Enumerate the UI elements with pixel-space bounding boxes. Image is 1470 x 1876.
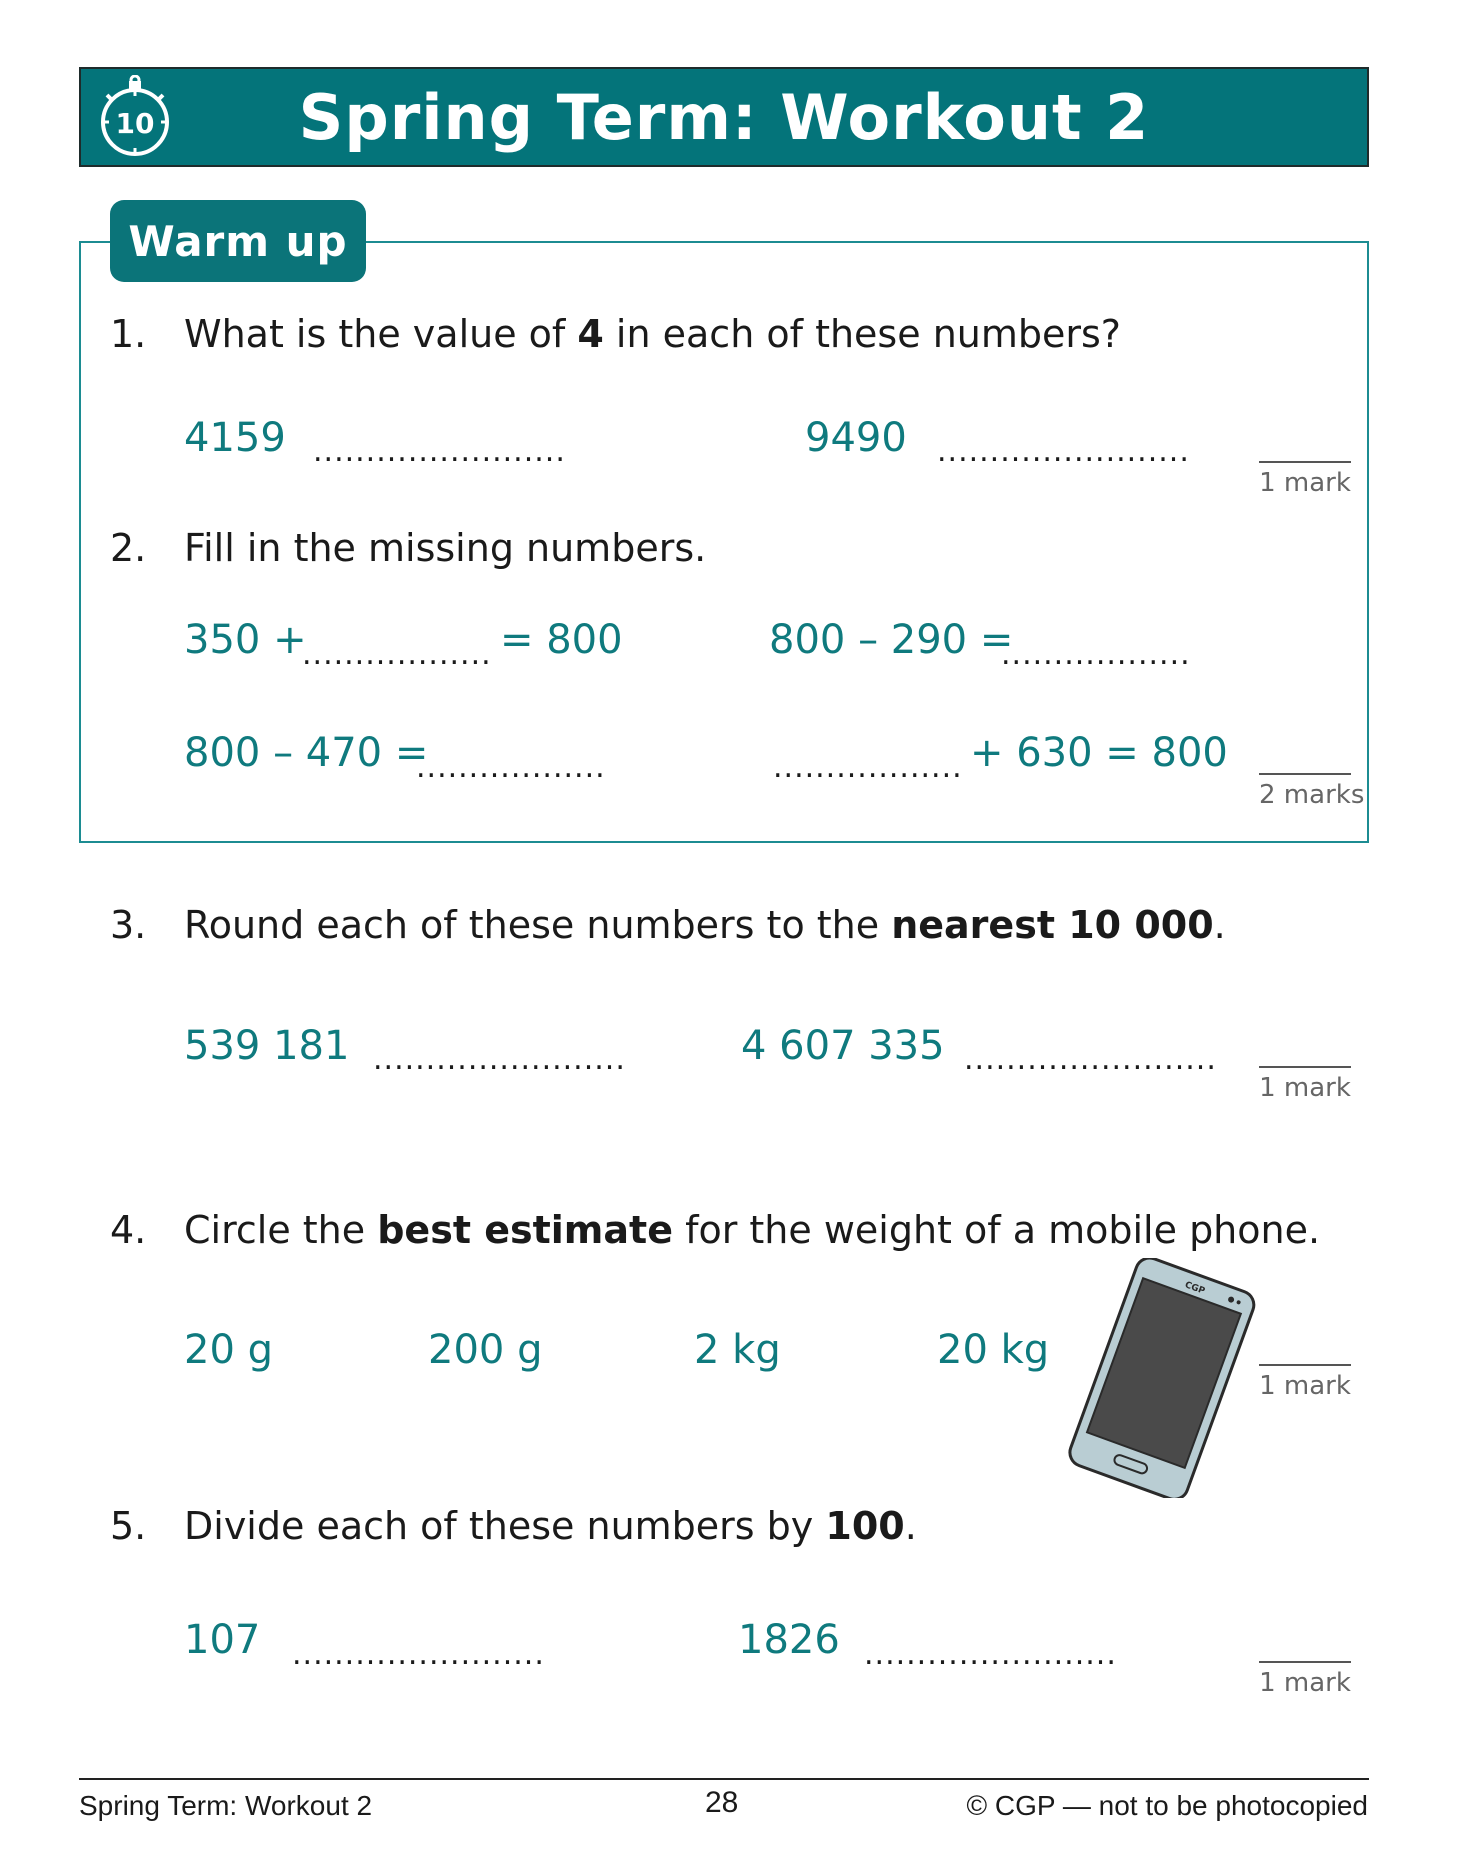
equation-part: + 630 = 800 — [970, 730, 1228, 776]
mark-line — [1259, 1066, 1351, 1068]
equation-part: = 800 — [500, 617, 623, 663]
number-item: 1826 — [738, 1617, 840, 1663]
estimate-option[interactable]: 2 kg — [694, 1327, 781, 1373]
question-text: Divide each of these numbers by 100. — [184, 1504, 917, 1548]
answer-blank[interactable]: .................. — [416, 750, 606, 785]
estimate-option[interactable]: 200 g — [428, 1327, 543, 1373]
answer-blank[interactable]: ........................ — [937, 434, 1190, 469]
mark-label: 1 mark — [1259, 1668, 1351, 1698]
estimate-option[interactable]: 20 g — [184, 1327, 274, 1373]
mark-line — [1259, 1661, 1351, 1663]
mark-label: 1 mark — [1259, 1371, 1351, 1401]
equation-part: 800 – 290 = — [769, 617, 1014, 663]
answer-blank[interactable]: ........................ — [964, 1042, 1217, 1077]
question-text: What is the value of 4 in each of these numbers? — [184, 312, 1121, 356]
mark-label: 1 mark — [1259, 1073, 1351, 1103]
number-item: 4159 — [184, 415, 286, 461]
question-text: Round each of these numbers to the nearest 10 000. — [184, 903, 1226, 947]
page-number: 28 — [705, 1786, 739, 1819]
footer-title: Spring Term: Workout 2 — [79, 1790, 373, 1821]
equation-part: 350 + — [184, 617, 307, 663]
mark-line — [1259, 1364, 1351, 1366]
estimate-option[interactable]: 20 kg — [937, 1327, 1050, 1373]
question-text: Fill in the missing numbers. — [184, 526, 707, 570]
copyright-notice: © CGP — not to be photocopied — [966, 1790, 1368, 1821]
mark-line — [1259, 461, 1351, 463]
question-number: 2. — [110, 526, 147, 570]
mark-label: 1 mark — [1259, 468, 1351, 498]
number-item: 107 — [184, 1617, 261, 1663]
answer-blank[interactable]: ........................ — [864, 1637, 1117, 1672]
answer-blank[interactable]: .................. — [302, 637, 492, 672]
answer-blank[interactable]: ........................ — [313, 434, 566, 469]
footer-divider — [79, 1778, 1369, 1780]
question-number: 4. — [110, 1208, 147, 1252]
mark-label: 2 marks — [1259, 780, 1365, 810]
mark-line — [1259, 773, 1351, 775]
number-item: 9490 — [805, 415, 907, 461]
number-item: 539 181 — [184, 1023, 350, 1069]
question-number: 3. — [110, 903, 147, 947]
equation-part: 800 – 470 = — [184, 730, 429, 776]
question-number: 1. — [110, 312, 147, 356]
page-header-banner — [79, 67, 1369, 167]
warmup-label: Warm up — [110, 200, 366, 282]
page-title: Spring Term: Workout 2 — [298, 81, 1150, 154]
answer-blank[interactable]: ........................ — [373, 1042, 626, 1077]
answer-blank[interactable]: ........................ — [292, 1637, 545, 1672]
answer-blank[interactable]: .................. — [773, 750, 963, 785]
number-item: 4 607 335 — [741, 1023, 945, 1069]
mobile-phone-icon — [1060, 1258, 1260, 1498]
answer-blank[interactable]: .................. — [1001, 637, 1191, 672]
phone-brand: CGP — [1183, 1280, 1207, 1297]
question-number: 5. — [110, 1504, 147, 1548]
timer-label: 10 — [115, 107, 155, 140]
question-text: Circle the best estimate for the weight of a mobile phone. — [184, 1208, 1321, 1252]
